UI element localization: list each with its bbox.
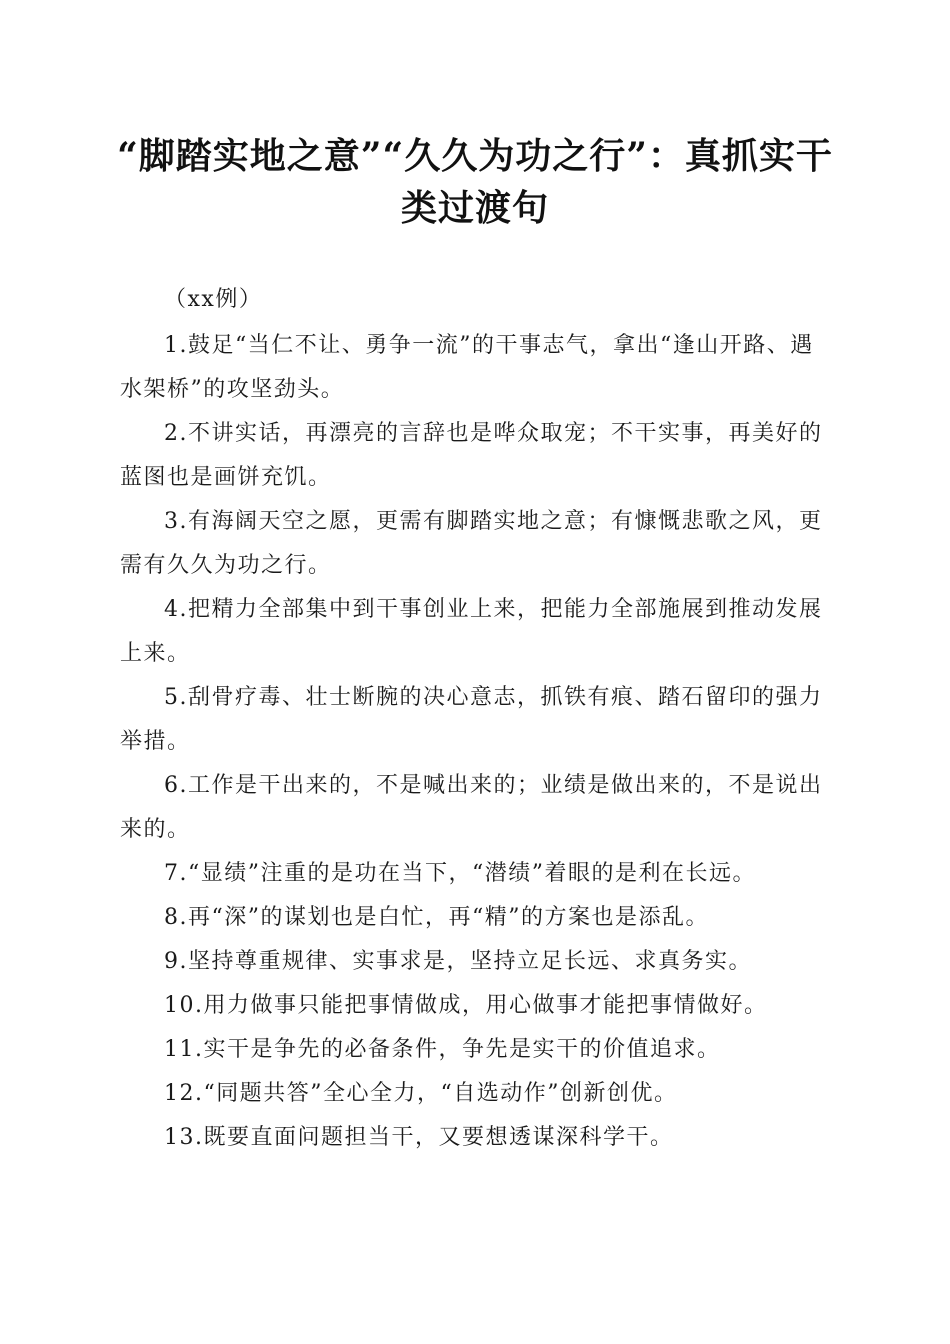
list-item: 3.有海阔天空之愿，更需有脚踏实地之意；有慷慨悲歌之风，更需有久久为功之行。: [120, 509, 823, 578]
list-item: 9.坚持尊重规律、实事求是，坚持立足长远、求真务实。: [164, 949, 752, 974]
list-item: 10.用力做事只能把事情做成，用心做事才能把事情做好。: [164, 993, 768, 1018]
list-item: 8.再“深”的谋划也是白忙，再“精”的方案也是添乱。: [164, 905, 709, 930]
list-item: 1.鼓足“当仁不让、勇争一流”的干事志气，拿出“逢山开路、遇水架桥”的攻坚劲头。: [120, 333, 814, 402]
list-item: 2.不讲实话，再漂亮的言辞也是哗众取宠；不干实事，再美好的蓝图也是画饼充饥。: [120, 421, 823, 490]
document-title: “脚踏实地之意”“久久为功之行”：真抓实干类过渡句: [117, 135, 833, 229]
list-item: 6.工作是干出来的，不是喊出来的；业绩是做出来的，不是说出来的。: [120, 773, 823, 842]
list-item: 7.“显绩”注重的是功在当下，“潜绩”着眼的是利在长远。: [164, 861, 756, 886]
list-item: 12.“同题共答”全心全力，“自选动作”创新创优。: [164, 1081, 678, 1106]
document-body: [120, 280, 832, 1160]
list-item: 5.刮骨疗毒、壮士断腕的决心意志，抓铁有痕、踏石留印的强力举措。: [120, 685, 823, 754]
example-count-note: （xx例）: [164, 287, 263, 312]
list-item: 13.既要直面问题担当干，又要想透谋深科学干。: [164, 1125, 674, 1150]
list-item: 11.实干是争先的必备条件，争先是实干的价值追求。: [164, 1037, 721, 1062]
list-item: 4.把精力全部集中到干事创业上来，把能力全部施展到推动发展上来。: [120, 597, 823, 666]
